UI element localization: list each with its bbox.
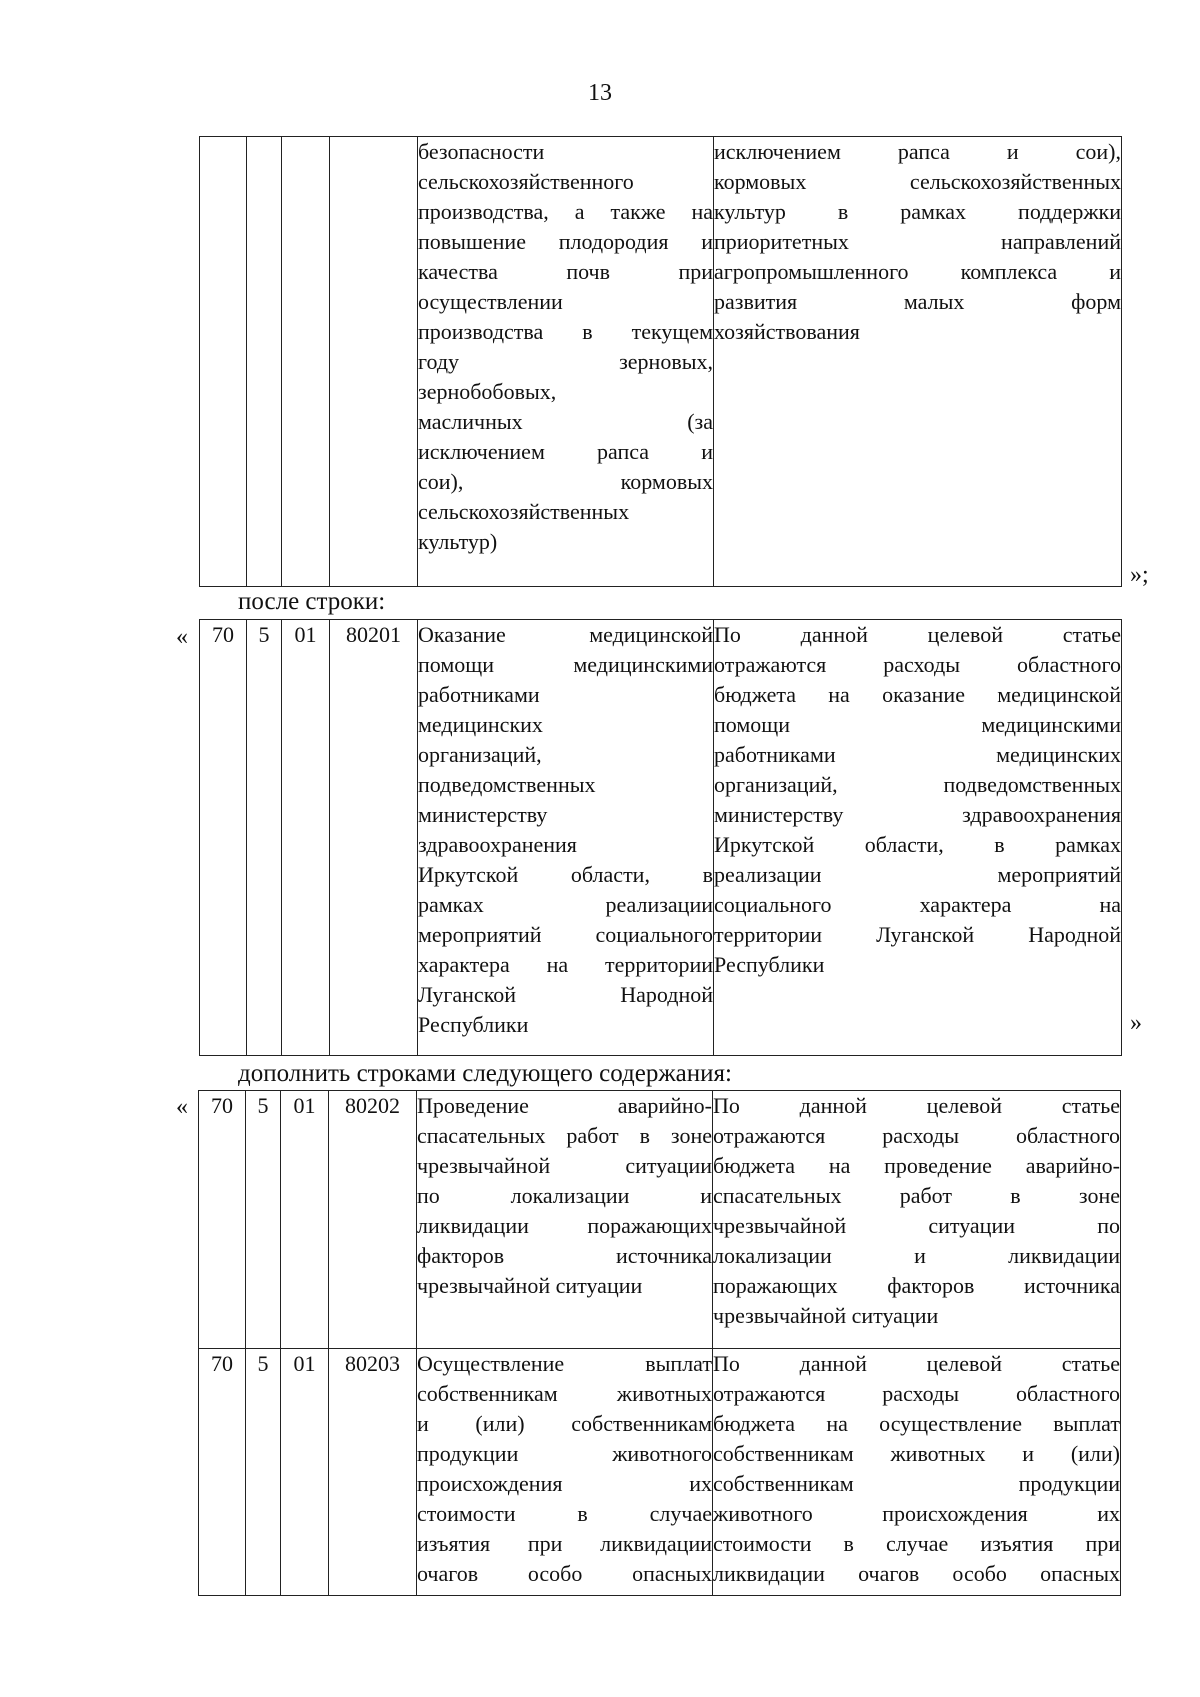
page-number: 13	[588, 80, 612, 106]
text-line: бюджета на осуществление выплат	[713, 1411, 1120, 1436]
text-line: по локализации и	[417, 1183, 712, 1208]
text-line: чрезвычайной ситуации	[713, 1303, 939, 1328]
text-line: приоритетных направлений	[714, 229, 1121, 254]
text-line: Республики	[418, 1012, 529, 1037]
text-line: Осуществление выплат	[417, 1351, 712, 1376]
text-line: мероприятий социального	[418, 922, 713, 947]
code-cell-2: 5	[246, 1349, 281, 1596]
text-line: производства, а также на	[418, 199, 713, 224]
text-line: сельскохозяйственных	[418, 499, 630, 524]
comment-cell	[714, 137, 1122, 587]
text-line: По данной целевой статье	[714, 622, 1121, 647]
text-line: производства в текущем	[418, 319, 713, 344]
text-line: осуществлении	[418, 289, 563, 314]
text-line: Иркутской области, в	[418, 862, 713, 887]
text-line: локализации и ликвидации	[713, 1243, 1120, 1268]
budget-table-reference-row	[199, 619, 1122, 1056]
text-line: и (или) собственникам	[417, 1411, 712, 1436]
description-cell	[417, 1091, 713, 1349]
text-line: исключением рапса и сои),	[714, 139, 1121, 164]
code-cell-1	[200, 137, 247, 587]
text-line: году зерновых,	[418, 349, 713, 374]
text-line: отражаются расходы областного	[714, 652, 1121, 677]
text-line: работниками	[418, 682, 540, 707]
text-line: безопасности	[418, 139, 545, 164]
text-line: реализации мероприятий	[714, 862, 1121, 887]
table-row	[200, 620, 1122, 1056]
text-line: агропромышленного комплекса и	[714, 259, 1121, 284]
text-line: собственникам животных и (или)	[713, 1441, 1120, 1466]
text-line: качества почв при	[418, 259, 713, 284]
text-line: медицинских	[418, 712, 543, 737]
text-line: рамках реализации	[418, 892, 713, 917]
instruction-add-rows: дополнить строками следующего содержания:	[238, 1060, 732, 1087]
text-line: По данной целевой статье	[713, 1093, 1120, 1118]
budget-table-new-rows	[198, 1090, 1121, 1596]
description-cell	[418, 137, 714, 587]
text-line: социального характера на	[714, 892, 1121, 917]
text-line: происхождения их	[417, 1471, 712, 1496]
code-cell-3	[282, 137, 330, 587]
table-row	[199, 1349, 1121, 1596]
text-line: министерству здравоохранения	[714, 802, 1121, 827]
code-cell-1: 70	[199, 1091, 246, 1349]
text-line: зернобобовых,	[418, 379, 557, 404]
closing-quote: »;	[1130, 562, 1149, 588]
text-line: спасательных работ в зоне	[417, 1123, 712, 1148]
budget-table-continuation	[199, 136, 1122, 587]
text-line: помощи медицинскими	[714, 712, 1121, 737]
code-cell-3: 01	[281, 1349, 329, 1596]
text-line: Иркутской области, в рамках	[714, 832, 1121, 857]
text-line: ликвидации очагов особо опасных	[713, 1561, 1120, 1586]
text-line: продукции животного	[417, 1441, 712, 1466]
text-line: поражающих факторов источника	[713, 1273, 1120, 1298]
text-line: культур)	[418, 529, 498, 554]
text-line: характера на территории	[418, 952, 713, 977]
text-line: хозяйствования	[714, 319, 860, 344]
text-line: бюджета на проведение аварийно-	[713, 1153, 1120, 1178]
instruction-after-row: после строки:	[238, 588, 386, 615]
text-line: бюджета на оказание медицинской	[714, 682, 1121, 707]
text-line: Республики	[714, 952, 825, 977]
text-line: кормовых сельскохозяйственных	[714, 169, 1121, 194]
text-line: отражаются расходы областного	[713, 1381, 1120, 1406]
code-cell-2: 5	[247, 620, 282, 1056]
text-line: организаций,	[418, 742, 542, 767]
text-line: Луганской Народной	[418, 982, 713, 1007]
text-line: Оказание медицинской	[418, 622, 713, 647]
comment-cell	[714, 620, 1122, 1056]
comment-cell	[713, 1349, 1121, 1596]
code-cell-4	[330, 137, 418, 587]
code-cell-2: 5	[246, 1091, 281, 1349]
text-line: очагов особо опасных	[417, 1561, 712, 1586]
code-cell-1: 70	[200, 620, 247, 1056]
description-cell	[418, 620, 714, 1056]
text-line: ликвидации поражающих	[417, 1213, 712, 1238]
text-line: спасательных работ в зоне	[713, 1183, 1120, 1208]
text-line: чрезвычайной ситуации по	[713, 1213, 1120, 1238]
text-line: территории Луганской Народной	[714, 922, 1121, 947]
description-cell	[417, 1349, 713, 1596]
text-line: организаций, подведомственных	[714, 772, 1121, 797]
text-line: повышение плодородия и	[418, 229, 713, 254]
text-line: чрезвычайной ситуации	[417, 1153, 712, 1178]
text-line: факторов источника	[417, 1243, 712, 1268]
text-line: министерству	[418, 802, 548, 827]
code-cell-4: 80201	[330, 620, 418, 1056]
text-line: работниками медицинских	[714, 742, 1121, 767]
text-line: стоимости в случае	[417, 1501, 712, 1526]
table-row	[200, 137, 1122, 587]
code-cell-2	[247, 137, 282, 587]
text-line: собственникам продукции	[713, 1471, 1120, 1496]
code-cell-4: 80202	[329, 1091, 417, 1349]
text-line: здравоохранения	[418, 832, 577, 857]
comment-cell	[713, 1091, 1121, 1349]
text-line: чрезвычайной ситуации	[417, 1273, 643, 1298]
text-line: изъятия при ликвидации	[417, 1531, 712, 1556]
code-cell-3: 01	[282, 620, 330, 1056]
text-line: По данной целевой статье	[713, 1351, 1120, 1376]
text-line: Проведение аварийно-	[417, 1093, 712, 1118]
text-line: развития малых форм	[714, 289, 1121, 314]
opening-quote: «	[176, 1094, 188, 1120]
text-line: помощи медицинскими	[418, 652, 713, 677]
code-cell-4: 80203	[329, 1349, 417, 1596]
text-line: стоимости в случае изъятия при	[713, 1531, 1120, 1556]
text-line: сои), кормовых	[418, 469, 713, 494]
text-line: культур в рамках поддержки	[714, 199, 1121, 224]
opening-quote: «	[176, 624, 188, 650]
code-cell-3: 01	[281, 1091, 329, 1349]
text-line: отражаются расходы областного	[713, 1123, 1120, 1148]
text-line: собственникам животных	[417, 1381, 712, 1406]
text-line: исключением рапса и	[418, 439, 713, 464]
closing-quote: »	[1130, 1010, 1142, 1036]
table-row	[199, 1091, 1121, 1349]
code-cell-1: 70	[199, 1349, 246, 1596]
text-line: сельскохозяйственного	[418, 169, 634, 194]
text-line: животного происхождения их	[713, 1501, 1120, 1526]
text-line: подведомственных	[418, 772, 596, 797]
text-line: масличных (за	[418, 409, 713, 434]
